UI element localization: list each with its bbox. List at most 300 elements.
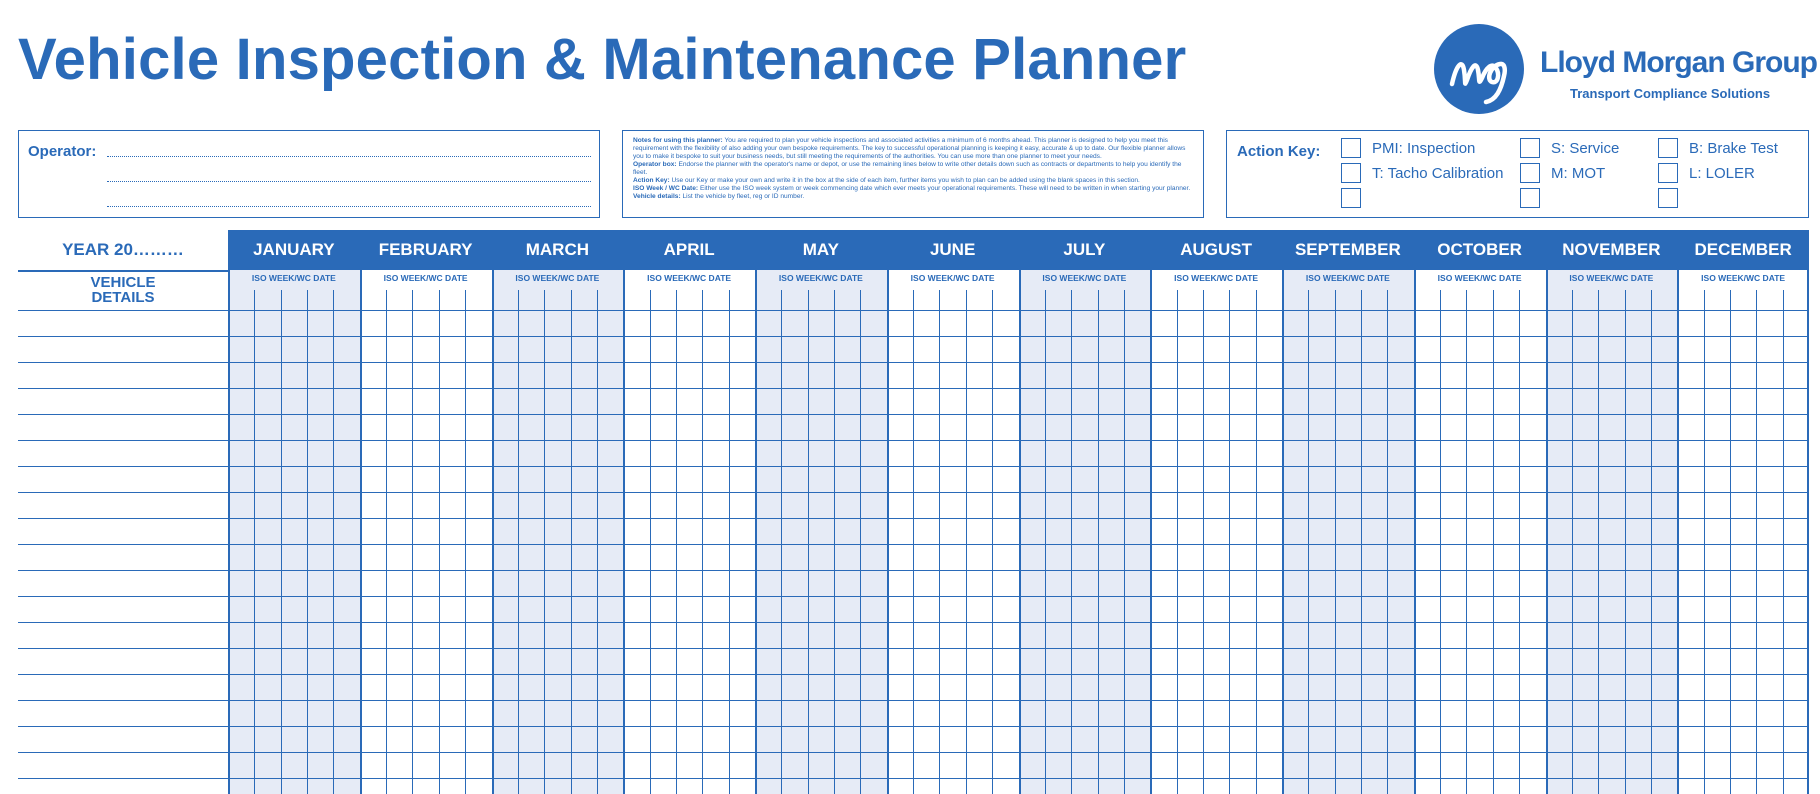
- planner-cell-row[interactable]: [1019, 596, 1151, 597]
- vehicle-row[interactable]: [18, 362, 228, 363]
- planner-cell-row[interactable]: [1150, 570, 1282, 571]
- planner-cell-row[interactable]: [492, 596, 624, 597]
- planner-cell-row[interactable]: [1019, 310, 1151, 311]
- vehicle-row[interactable]: [18, 596, 228, 597]
- planner-cell-row[interactable]: [360, 362, 492, 363]
- planner-cell-row[interactable]: [1546, 596, 1678, 597]
- vehicle-row[interactable]: [18, 388, 228, 389]
- week-divider: [966, 290, 967, 794]
- planner-cell-row[interactable]: [623, 596, 755, 597]
- planner-cell-row[interactable]: [1546, 388, 1678, 389]
- key-checkbox[interactable]: [1658, 188, 1678, 208]
- planner-cell-row[interactable]: [1019, 726, 1151, 727]
- planner-cell-row[interactable]: [228, 440, 360, 441]
- planner-cell-row[interactable]: [1677, 570, 1809, 571]
- planner-cell-row[interactable]: [492, 674, 624, 675]
- planner-cell-row[interactable]: [360, 596, 492, 597]
- planner-cell-row[interactable]: [360, 544, 492, 545]
- vehicle-row[interactable]: [18, 726, 228, 727]
- planner-cell-row[interactable]: [1019, 648, 1151, 649]
- planner-cell-row[interactable]: [1150, 440, 1282, 441]
- planner-cell-row[interactable]: [1414, 752, 1546, 753]
- planner-cell-row[interactable]: [1019, 336, 1151, 337]
- planner-cell-row[interactable]: [1282, 466, 1414, 467]
- planner-cell-row[interactable]: [887, 440, 1019, 441]
- planner-cell-row[interactable]: [360, 570, 492, 571]
- planner-cell-row[interactable]: [228, 388, 360, 389]
- planner-cell-row[interactable]: [887, 570, 1019, 571]
- planner-cell-row[interactable]: [755, 648, 887, 649]
- planner-cell-row[interactable]: [755, 596, 887, 597]
- planner-cell-row[interactable]: [623, 700, 755, 701]
- key-checkbox[interactable]: [1341, 138, 1361, 158]
- month-border: [360, 230, 362, 794]
- planner-cell-row[interactable]: [228, 752, 360, 753]
- planner-cell-row[interactable]: [1150, 492, 1282, 493]
- planner-cell-row[interactable]: [623, 570, 755, 571]
- planner-cell-row[interactable]: [755, 544, 887, 545]
- planner-cell-row[interactable]: [623, 492, 755, 493]
- key-item-blank: [1520, 188, 1551, 208]
- planner-cell-row[interactable]: [623, 648, 755, 649]
- week-divider: [439, 290, 440, 794]
- planner-cell-row[interactable]: [1150, 726, 1282, 727]
- planner-cell-row[interactable]: [1677, 596, 1809, 597]
- planner-cell-row[interactable]: [1150, 362, 1282, 363]
- planner-cell-row[interactable]: [1282, 700, 1414, 701]
- vehicle-row[interactable]: [18, 492, 228, 493]
- month-column-february: [360, 230, 492, 794]
- operator-box: [18, 130, 600, 218]
- planner-cell-row[interactable]: [228, 596, 360, 597]
- planner-cell-row[interactable]: [623, 518, 755, 519]
- planner-cell-row[interactable]: [1019, 492, 1151, 493]
- key-item-label: S: Service: [1551, 139, 1620, 157]
- iso-week-label: ISO WEEK/WC DATE: [383, 273, 468, 283]
- planner-cell-row[interactable]: [1414, 518, 1546, 519]
- month-header: JUNE: [887, 230, 1019, 270]
- planner-cell-row[interactable]: [887, 596, 1019, 597]
- planner-cell-row[interactable]: [887, 544, 1019, 545]
- planner-cell-row[interactable]: [360, 440, 492, 441]
- planner-cell-row[interactable]: [228, 466, 360, 467]
- planner-cell-row[interactable]: [1282, 648, 1414, 649]
- planner-cell-row[interactable]: [755, 414, 887, 415]
- planner-cell-row[interactable]: [492, 778, 624, 779]
- planner-cell-row[interactable]: [1150, 778, 1282, 779]
- planner-cell-row[interactable]: [623, 544, 755, 545]
- planner-cell-row[interactable]: [1150, 414, 1282, 415]
- planner-cell-row[interactable]: [887, 778, 1019, 779]
- vehicle-row[interactable]: [18, 518, 228, 519]
- vehicle-row[interactable]: [18, 622, 228, 623]
- planner-cell-row[interactable]: [1150, 648, 1282, 649]
- planner-cell-row[interactable]: [755, 752, 887, 753]
- planner-cell-row[interactable]: [623, 336, 755, 337]
- planner-cell-row[interactable]: [1019, 622, 1151, 623]
- planner-cell-row[interactable]: [492, 440, 624, 441]
- planner-cell-row[interactable]: [1677, 752, 1809, 753]
- planner-cell-row[interactable]: [755, 336, 887, 337]
- week-divider: [676, 290, 677, 794]
- planner-cell-row[interactable]: [228, 310, 360, 311]
- planner-cell-row[interactable]: [1150, 518, 1282, 519]
- planner-cell-row[interactable]: [360, 518, 492, 519]
- month-column-june: [887, 230, 1019, 794]
- planner-cell-row[interactable]: [1677, 622, 1809, 623]
- planner-cell-row[interactable]: [492, 518, 624, 519]
- planner-cell-row[interactable]: [887, 310, 1019, 311]
- planner-cell-row[interactable]: [1282, 362, 1414, 363]
- planner-cell-row[interactable]: [1677, 700, 1809, 701]
- planner-cell-row[interactable]: [1019, 674, 1151, 675]
- planner-cell-row[interactable]: [887, 388, 1019, 389]
- week-divider: [1308, 290, 1309, 794]
- planner-cell-row[interactable]: [1546, 466, 1678, 467]
- planner-cell-row[interactable]: [887, 362, 1019, 363]
- planner-cell-row[interactable]: [492, 466, 624, 467]
- planner-cell-row[interactable]: [1677, 362, 1809, 363]
- planner-cell-row[interactable]: [1282, 726, 1414, 727]
- planner-cell-row[interactable]: [623, 778, 755, 779]
- planner-cell-row[interactable]: [755, 492, 887, 493]
- planner-cell-row[interactable]: [492, 726, 624, 727]
- planner-cell-row[interactable]: [1414, 440, 1546, 441]
- planner-cell-row[interactable]: [755, 310, 887, 311]
- planner-cell-row[interactable]: [1677, 414, 1809, 415]
- key-checkbox[interactable]: [1658, 163, 1678, 183]
- vehicle-row[interactable]: [18, 466, 228, 467]
- planner-cell-row[interactable]: [228, 674, 360, 675]
- vehicle-row[interactable]: [18, 648, 228, 649]
- key-checkbox[interactable]: [1520, 188, 1540, 208]
- planner-cell-row[interactable]: [1414, 492, 1546, 493]
- planner-cell-row[interactable]: [360, 414, 492, 415]
- planner-cell-row[interactable]: [623, 440, 755, 441]
- planner-cell-row[interactable]: [623, 388, 755, 389]
- planner-cell-row[interactable]: [228, 570, 360, 571]
- vehicle-row[interactable]: [18, 336, 228, 337]
- planner-cell-row[interactable]: [1019, 518, 1151, 519]
- planner-cell-row[interactable]: [492, 492, 624, 493]
- planner-cell-row[interactable]: [1677, 492, 1809, 493]
- action-key-label: Action Key:: [1237, 143, 1321, 160]
- month-header: JANUARY: [228, 230, 360, 270]
- vehicle-row[interactable]: [18, 570, 228, 571]
- planner-cell-row[interactable]: [1677, 674, 1809, 675]
- iso-week-label: ISO WEEK/WC DATE: [1174, 273, 1259, 283]
- planner-cell-row[interactable]: [228, 622, 360, 623]
- planner-cell-row[interactable]: [1282, 440, 1414, 441]
- planner-cell-row[interactable]: [1546, 414, 1678, 415]
- planner-cell-row[interactable]: [1546, 622, 1678, 623]
- planner-cell-row[interactable]: [623, 622, 755, 623]
- planner-cell-row[interactable]: [360, 492, 492, 493]
- planner-cell-row[interactable]: [755, 700, 887, 701]
- month-header: SEPTEMBER: [1282, 230, 1414, 270]
- planner-cell-row[interactable]: [1414, 648, 1546, 649]
- planner-cell-row[interactable]: [360, 310, 492, 311]
- planner-cell-row[interactable]: [1414, 778, 1546, 779]
- vehicle-row[interactable]: [18, 778, 228, 779]
- planner-cell-row[interactable]: [623, 414, 755, 415]
- key-checkbox[interactable]: [1520, 138, 1540, 158]
- planner-cell-row[interactable]: [1546, 674, 1678, 675]
- planner-cell-row[interactable]: [228, 544, 360, 545]
- planner-cell-row[interactable]: [1677, 388, 1809, 389]
- month-header: NOVEMBER: [1546, 230, 1678, 270]
- planner-cell-row[interactable]: [755, 362, 887, 363]
- planner-cell-row[interactable]: [1019, 570, 1151, 571]
- planner-cell-row[interactable]: [492, 388, 624, 389]
- planner-cell-row[interactable]: [1414, 622, 1546, 623]
- planner-cell-row[interactable]: [1414, 466, 1546, 467]
- year-label[interactable]: YEAR 20………: [62, 240, 184, 259]
- planner-cell-row[interactable]: [1677, 648, 1809, 649]
- planner-cell-row[interactable]: [1546, 362, 1678, 363]
- operator-line[interactable]: [107, 181, 591, 182]
- planner-cell-row[interactable]: [492, 622, 624, 623]
- planner-cell-row[interactable]: [1019, 752, 1151, 753]
- planner-cell-row[interactable]: [887, 752, 1019, 753]
- logo-tagline: Transport Compliance Solutions: [1570, 86, 1771, 101]
- planner-cell-row[interactable]: [887, 700, 1019, 701]
- week-divider: [1519, 290, 1520, 794]
- planner-cell-row[interactable]: [1546, 544, 1678, 545]
- planner-cell-row[interactable]: [1677, 466, 1809, 467]
- planner-cell-row[interactable]: [755, 726, 887, 727]
- week-divider: [992, 290, 993, 794]
- planner-cell-row[interactable]: [360, 622, 492, 623]
- planner-cell-row[interactable]: [1150, 544, 1282, 545]
- planner-cell-row[interactable]: [1546, 648, 1678, 649]
- planner-cell-row[interactable]: [1414, 336, 1546, 337]
- planner-cell-row[interactable]: [1677, 544, 1809, 545]
- planner-cell-row[interactable]: [1414, 388, 1546, 389]
- planner-cell-row[interactable]: [623, 362, 755, 363]
- week-divider: [702, 290, 703, 794]
- planner-cell-row[interactable]: [360, 648, 492, 649]
- planner-cell-row[interactable]: [1546, 778, 1678, 779]
- planner-cell-row[interactable]: [360, 388, 492, 389]
- month-shading: [1282, 270, 1414, 794]
- planner-cell-row[interactable]: [623, 752, 755, 753]
- planner-cell-row[interactable]: [1150, 700, 1282, 701]
- vehicle-row[interactable]: [18, 440, 228, 441]
- planner-cell-row[interactable]: [228, 414, 360, 415]
- planner-cell-row[interactable]: [1150, 622, 1282, 623]
- planner-cell-row[interactable]: [1546, 336, 1678, 337]
- week-divider: [1783, 290, 1784, 794]
- planner-cell-row[interactable]: [1282, 492, 1414, 493]
- planner-cell-row[interactable]: [755, 778, 887, 779]
- week-divider: [939, 290, 940, 794]
- planner-cell-row[interactable]: [1282, 518, 1414, 519]
- planner-cell-row[interactable]: [1677, 726, 1809, 727]
- planner-cell-row[interactable]: [492, 700, 624, 701]
- week-divider: [518, 290, 519, 794]
- planner-cell-row[interactable]: [1677, 310, 1809, 311]
- planner-cell-row[interactable]: [1546, 752, 1678, 753]
- planner-cell-row[interactable]: [492, 544, 624, 545]
- vehicle-row[interactable]: [18, 310, 228, 311]
- planner-cell-row[interactable]: [887, 622, 1019, 623]
- planner-cell-row[interactable]: [492, 310, 624, 311]
- planner-cell-row[interactable]: [1677, 518, 1809, 519]
- vehicle-row[interactable]: [18, 674, 228, 675]
- planner-cell-row[interactable]: [360, 752, 492, 753]
- planner-cell-row[interactable]: [887, 414, 1019, 415]
- planner-cell-row[interactable]: [1414, 726, 1546, 727]
- planner-cell-row[interactable]: [228, 362, 360, 363]
- planner-cell-row[interactable]: [755, 518, 887, 519]
- month-column-august: [1150, 230, 1282, 794]
- planner-cell-row[interactable]: [228, 648, 360, 649]
- vehicle-row[interactable]: [18, 752, 228, 753]
- planner-cell-row[interactable]: [1019, 440, 1151, 441]
- planner-cell-row[interactable]: [1677, 440, 1809, 441]
- planner-cell-row[interactable]: [1150, 596, 1282, 597]
- key-checkbox[interactable]: [1341, 163, 1361, 183]
- planner-cell-row[interactable]: [1282, 336, 1414, 337]
- planner-cell-row[interactable]: [1546, 492, 1678, 493]
- planner-cell-row[interactable]: [1019, 778, 1151, 779]
- planner-cell-row[interactable]: [1546, 310, 1678, 311]
- notes-text: List the vehicle by fleet, reg or ID number.: [680, 193, 805, 200]
- planner-cell-row[interactable]: [492, 414, 624, 415]
- vehicle-row[interactable]: [18, 544, 228, 545]
- planner-cell-row[interactable]: [360, 778, 492, 779]
- planner-cell-row[interactable]: [360, 700, 492, 701]
- planner-cell-row[interactable]: [1282, 622, 1414, 623]
- month-border: [623, 230, 625, 794]
- key-item-inspection: [1341, 138, 1475, 158]
- planner-cell-row[interactable]: [1414, 310, 1546, 311]
- planner-cell-row[interactable]: [1150, 310, 1282, 311]
- month-header: MARCH: [492, 230, 624, 270]
- planner-cell-row[interactable]: [492, 752, 624, 753]
- planner-cell-row[interactable]: [1019, 414, 1151, 415]
- planner-cell-row[interactable]: [360, 336, 492, 337]
- key-item-brake-test: [1658, 138, 1778, 158]
- planner-cell-row[interactable]: [887, 492, 1019, 493]
- planner-cell-row[interactable]: [1282, 674, 1414, 675]
- planner-cell-row[interactable]: [1282, 596, 1414, 597]
- planner-cell-row[interactable]: [1019, 388, 1151, 389]
- planner-cell-row[interactable]: [1677, 778, 1809, 779]
- planner-cell-row[interactable]: [755, 622, 887, 623]
- planner-cell-row[interactable]: [492, 570, 624, 571]
- planner-cell-row[interactable]: [887, 518, 1019, 519]
- planner-cell-row[interactable]: [1414, 674, 1546, 675]
- planner-cell-row[interactable]: [1150, 388, 1282, 389]
- planner-cell-row[interactable]: [228, 336, 360, 337]
- planner-cell-row[interactable]: [1546, 570, 1678, 571]
- planner-cell-row[interactable]: [623, 726, 755, 727]
- planner-cell-row[interactable]: [623, 674, 755, 675]
- planner-cell-row[interactable]: [1019, 544, 1151, 545]
- planner-cell-row[interactable]: [1414, 570, 1546, 571]
- planner-cell-row[interactable]: [1150, 674, 1282, 675]
- planner-cell-row[interactable]: [1546, 726, 1678, 727]
- planner-cell-row[interactable]: [755, 466, 887, 467]
- month-border: [228, 230, 230, 794]
- planner-cell-row[interactable]: [228, 700, 360, 701]
- planner-cell-row[interactable]: [1282, 388, 1414, 389]
- planner-cell-row[interactable]: [228, 518, 360, 519]
- planner-cell-row[interactable]: [360, 726, 492, 727]
- planner-cell-row[interactable]: [1546, 700, 1678, 701]
- key-item-loler: [1658, 163, 1755, 183]
- operator-line[interactable]: [107, 206, 591, 207]
- planner-cell-row[interactable]: [1414, 414, 1546, 415]
- planner-cell-row[interactable]: [887, 726, 1019, 727]
- planner-cell-row[interactable]: [623, 466, 755, 467]
- planner-cell-row[interactable]: [1282, 752, 1414, 753]
- planner-cell-row[interactable]: [1414, 700, 1546, 701]
- planner-cell-row[interactable]: [492, 362, 624, 363]
- vehicle-row[interactable]: [18, 414, 228, 415]
- planner-cell-row[interactable]: [755, 674, 887, 675]
- notes-text: Either use the ISO week system or week commencing date which ever meets your operational requirements. These will need to be written in when starting your planner.: [698, 185, 1191, 192]
- planner-cell-row[interactable]: [360, 674, 492, 675]
- planner-cell-row[interactable]: [1019, 362, 1151, 363]
- notes-heading: Notes for using this planner:: [633, 137, 723, 144]
- week-divider: [729, 290, 730, 794]
- planner-cell-row[interactable]: [228, 778, 360, 779]
- planner-cell-row[interactable]: [755, 570, 887, 571]
- planner-cell-row[interactable]: [755, 388, 887, 389]
- week-divider: [1098, 290, 1099, 794]
- planner-cell-row[interactable]: [1414, 544, 1546, 545]
- planner-cell-row[interactable]: [228, 492, 360, 493]
- planner-cell-row[interactable]: [1282, 570, 1414, 571]
- planner-cell-row[interactable]: [360, 466, 492, 467]
- planner-cell-row[interactable]: [1150, 466, 1282, 467]
- week-divider: [808, 290, 809, 794]
- planner-cell-row[interactable]: [1546, 440, 1678, 441]
- planner-cell-row[interactable]: [1414, 362, 1546, 363]
- planner-cell-row[interactable]: [1546, 518, 1678, 519]
- week-divider: [1756, 290, 1757, 794]
- planner-cell-row[interactable]: [887, 648, 1019, 649]
- planner-cell-row[interactable]: [1282, 414, 1414, 415]
- key-checkbox[interactable]: [1520, 163, 1540, 183]
- week-divider: [834, 290, 835, 794]
- planner-cell-row[interactable]: [755, 440, 887, 441]
- planner-cell-row[interactable]: [887, 336, 1019, 337]
- operator-line[interactable]: [107, 156, 591, 157]
- planner-cell-row[interactable]: [1150, 336, 1282, 337]
- planner-cell-row[interactable]: [1282, 778, 1414, 779]
- key-checkbox[interactable]: [1658, 138, 1678, 158]
- planner-cell-row[interactable]: [492, 336, 624, 337]
- planner-cell-row[interactable]: [1150, 752, 1282, 753]
- planner-cell-row[interactable]: [1677, 336, 1809, 337]
- planner-cell-row[interactable]: [492, 648, 624, 649]
- planner-cell-row[interactable]: [1282, 310, 1414, 311]
- planner-cell-row[interactable]: [1282, 544, 1414, 545]
- planner-cell-row[interactable]: [887, 674, 1019, 675]
- key-checkbox[interactable]: [1341, 188, 1361, 208]
- planner-cell-row[interactable]: [228, 726, 360, 727]
- planner-cell-row[interactable]: [623, 310, 755, 311]
- planner-cell-row[interactable]: [1019, 700, 1151, 701]
- planner-cell-row[interactable]: [1414, 596, 1546, 597]
- planner-cell-row[interactable]: [1019, 466, 1151, 467]
- vehicle-row[interactable]: [18, 700, 228, 701]
- planner-cell-row[interactable]: [887, 466, 1019, 467]
